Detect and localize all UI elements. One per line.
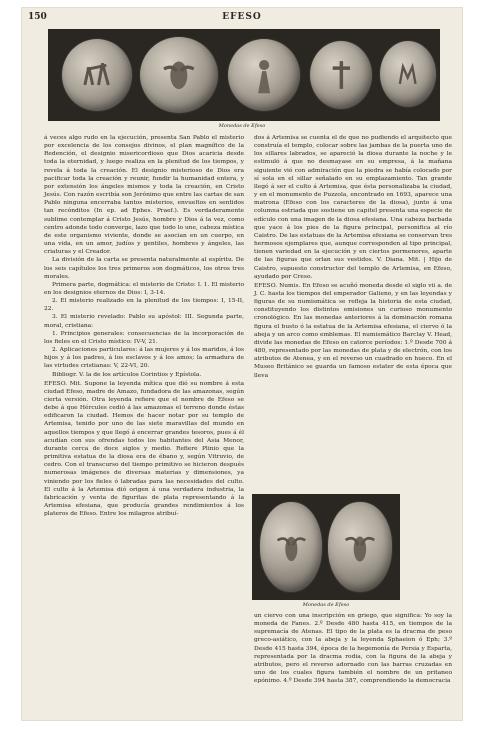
paragraph: 2. El misterio realizado en la plenitud de los tiempos: I, 15-II, 22.	[44, 298, 244, 313]
coins-caption: Monedas de Efeso	[218, 123, 266, 129]
paragraph: 1. Principios generales: consecuencias de la incorporación de los fieles en el Cristo místico: IV-V, 21.	[44, 330, 244, 345]
paragraph: á veces algo rudo en la ejecución, presenta San Pablo el misterio por excelencia de los consejos divinos, el plan magnífico de la Redención, el designio misericordioso que Dios acaricia desde toda la eternidad, y luego realiza en la plenitud de los tiempos, y revela á toda la creación. El designio misterioso de Dios era pacificar toda la creación y reunir, fundir la humanidad entera, y por extensión los ángeles mismos y toda la creación, en Cristo Jesús. Con razón escribía son Jerónimo que entre las cartas de san Pablo ninguna encerraba tantos misterios, envueltos en sentidos tan recónditos (In ep. ad Ephes. Praef.). Es verdaderamente sublime contemplar á Cristo Jesús, hombre y Dios á la vez, como centro adonde todo converge, lazo que todo lo une, cabeza mística de este organismo viviente, donde se asocian en un cuerpo, en una vida, en un amor, judíos y gentiles, hombres y ángeles, las criaturas y el Creador.	[44, 135, 244, 256]
stag-relief-icon	[77, 55, 116, 95]
coin-image	[310, 41, 372, 109]
bee-relief-icon	[157, 54, 201, 97]
coin-image	[260, 502, 322, 592]
bibliography: Bibliogr. V. la de los artículos Corintios y Epístola.	[52, 371, 202, 378]
bee-coin-caption: Monedas de Efeso	[302, 602, 350, 608]
paragraph: un ciervo con una inscripción en griego, que significa: Yo soy la moneda de Fanes. 2.º Desde 480 hasta 415, en tiempos de la supremacía de Atenas. El tipo de la plata es la dracma de peso greco-asiático, con la abeja y la leyenda Sphaeion ó Eph; 3.º Desde 415 hasta 394, época de la hegemonía de Persia y Esparta, representada por la dracma rodia, con la figura de la abeja y atributos, pero el reverso adornado con las barras cruzadas en uno de los cuales figura también el nombre de un pritaneo epónimo. 4.º Desde 394 hasta 387, comprendiendo la democracia	[254, 613, 452, 685]
deer-relief-icon	[392, 56, 423, 93]
entry-efeso-numis: EFESO. Numis. En Efeso se acuñó moneda desde el siglo vii a. de J. C. hasta los tiempos del emperador Galieno, y en las leyendas y figuras de su numismática se refleja la historia de esta ciudad, constituyendo los distintos emisiones un curioso monumento cronológico. En las monedas anteriores á la dominación romana figura el busto ó la estatua de la Artemisa efesiana, el ciervo ó la abeja y un arco como emblemas. El numismático Barclay V. Head, divide las monedas de Efeso en catorce períodos: 1.º Desde 700 á 480, representado por las monedas de plata y de electrón, con los atributos de Atenea, y en el reverso un cuadrado en hueco. En el Museo Británico se guarda un famoso estater de esta época que lleva	[254, 282, 452, 379]
right-column-lower	[254, 612, 452, 685]
left-column	[44, 134, 244, 518]
right-column	[254, 134, 452, 380]
coin-image	[140, 37, 218, 113]
coin-image	[228, 39, 300, 111]
torch-relief-icon	[324, 56, 359, 94]
document-page	[22, 8, 462, 720]
page-header	[22, 12, 462, 26]
bee-relief-icon	[342, 522, 378, 572]
bee-relief-icon	[274, 522, 309, 572]
coin-image	[328, 502, 392, 592]
running-title: EFESO	[222, 12, 262, 22]
paragraph: Primera parte, dogmática: el misterio de Cristo: I. 1. El misterio en los designios eternos de Dios: I, 3-14.	[44, 281, 244, 296]
paragraph: dos á Artemisa se cuenta el de que no pudiendo el arquitecto que construía el templo, colocar sobre las jambas de la puerta uno de los sillares labrados, se apareció la diosa durante la noche y le estimuló á que no desmayase en su empresa, á la mañana siguiente vió con admiración que la piedra se había colocado por sí sola en el sillar señalado en su emplazamiento. Tan grande llegó á ser el culto á Artemisa, que ésta personalizaba la ciudad, y en el monumento de Puzzola, encontrado en 1693, aparece una matrona (Efeso con los caracteres de la diosa), junto á una columna estriada que sostiene un capitel presenta una especie de edículo con una imagen de la diosa efesiana. Una cabeza barbada que yace á los pies de la figura principal, personifica al río Caistro. De las estatuas de la Artemisa efesiana se conservan tres hermosos ejemplares que, aunque corresponden al tipo principal, tienen variedad en la ejecución y en ciertos pormenores, aparte de las figuras que orlan sus vestidos. V. Diana. Mit. | Hijo de Caistro, supuesto constructor del templo de Artemisa, en Efeso, ayudado por Creso.	[254, 135, 452, 280]
paragraph: 3. El misterio revelado: Pablo su apóstol: III. Segunda parte, moral, cristiana:	[44, 314, 244, 329]
entry-efeso-mit: EFESO. Mit. Supone la leyenda mítica que dió su nombre á esta ciudad Efeso, madre de Amazo, fundadora de las amazonas, según cierta versión. Otra leyenda refiere que el nombre de Efeso se debe á que Hércules cedió á las amazonas el terreno donde éstas edificaron la ciudad. Hemos de hacer notar por su templo de Artemisa, tenido por uno de las siete maravillas del mundo en aquellos tiempos y que llegó á encerrar grandes tesoros, pues á él acudían con sus ofrendas todos los habitantes del Asia Menor, durante cerca de doce siglos y medio. Refiere Plinio que la primitiva estatua de la diosa era de ébano y, según Vitruvio, de cedro. Con el transcurso del tiempo primitivo se hicieron después numerosas imágenes de diversas materias y dimensiones, ya viniendo por los fieles ó labradas para las necesidades del culto. El culto á la Artemisa dió origen á una verdadera industria, la fabricación y venta de figuritas de plata representando á la Artemisa efesiana, que producía grandes rendimientos á los plateros de Efeso. Entre los milagros atribuí-	[44, 380, 244, 518]
page-number: 150	[28, 12, 47, 22]
bee-coin-plate	[252, 494, 400, 600]
paragraph: 2. Aplicaciones particulares: á las mujeres y á los maridos, á los hijos y á los padres, á los esclavos y á los amos; la armadura de las virtudes cristianas: V, 22-VI, 20.	[44, 347, 244, 370]
figure-relief-icon	[244, 55, 284, 95]
coin-image	[380, 41, 436, 107]
paragraph: La división de la carta se presenta naturalmente al espíritu. De los seis capítulos los tres primeros son dogmáticos, los otros tres morales.	[44, 257, 244, 280]
coin-image	[62, 39, 132, 111]
coins-plate	[48, 29, 440, 121]
